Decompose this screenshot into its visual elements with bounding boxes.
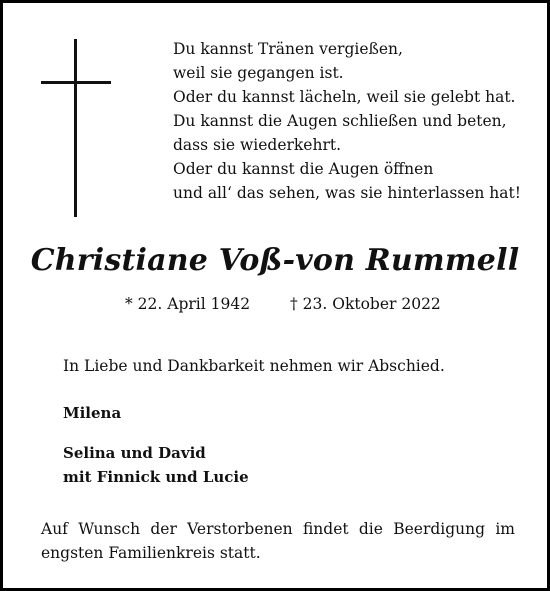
mourner-line: mit Finnick und Lucie [63, 468, 249, 486]
poem-line: weil sie gegangen ist. [173, 64, 344, 82]
mourner-line: Selina und David [63, 444, 206, 462]
birth-date: * 22. April 1942 [125, 295, 251, 313]
cross-icon [41, 39, 111, 217]
poem [173, 37, 521, 205]
cross-vertical-bar [74, 39, 77, 217]
funeral-note: Auf Wunsch der Verstorbenen findet die Beerdigung im engsten Familienkreis statt. [41, 520, 515, 562]
poem-line: dass sie wiederkehrt. [173, 136, 342, 154]
poem-line: Oder du kannst lächeln, weil sie gelebt hat. [173, 88, 516, 106]
deceased-name: Christiane Voß-von Rummell [30, 243, 520, 278]
mourners-group-1 [63, 401, 121, 425]
poem-line: Oder du kannst die Augen öffnen [173, 160, 434, 178]
cross-horizontal-bar [41, 81, 111, 84]
poem-line: Du kannst die Augen schließen und beten, [173, 112, 507, 130]
mourners-group-2 [63, 441, 249, 489]
death-date: † 23. Oktober 2022 [290, 295, 441, 313]
poem-line: und all‘ das sehen, was sie hinterlassen hat! [173, 184, 521, 202]
farewell-text: In Liebe und Dankbarkeit nehmen wir Abschied. [63, 357, 445, 375]
poem-line: Du kannst Tränen vergießen, [173, 40, 403, 58]
mourner-line: Milena [63, 404, 122, 422]
